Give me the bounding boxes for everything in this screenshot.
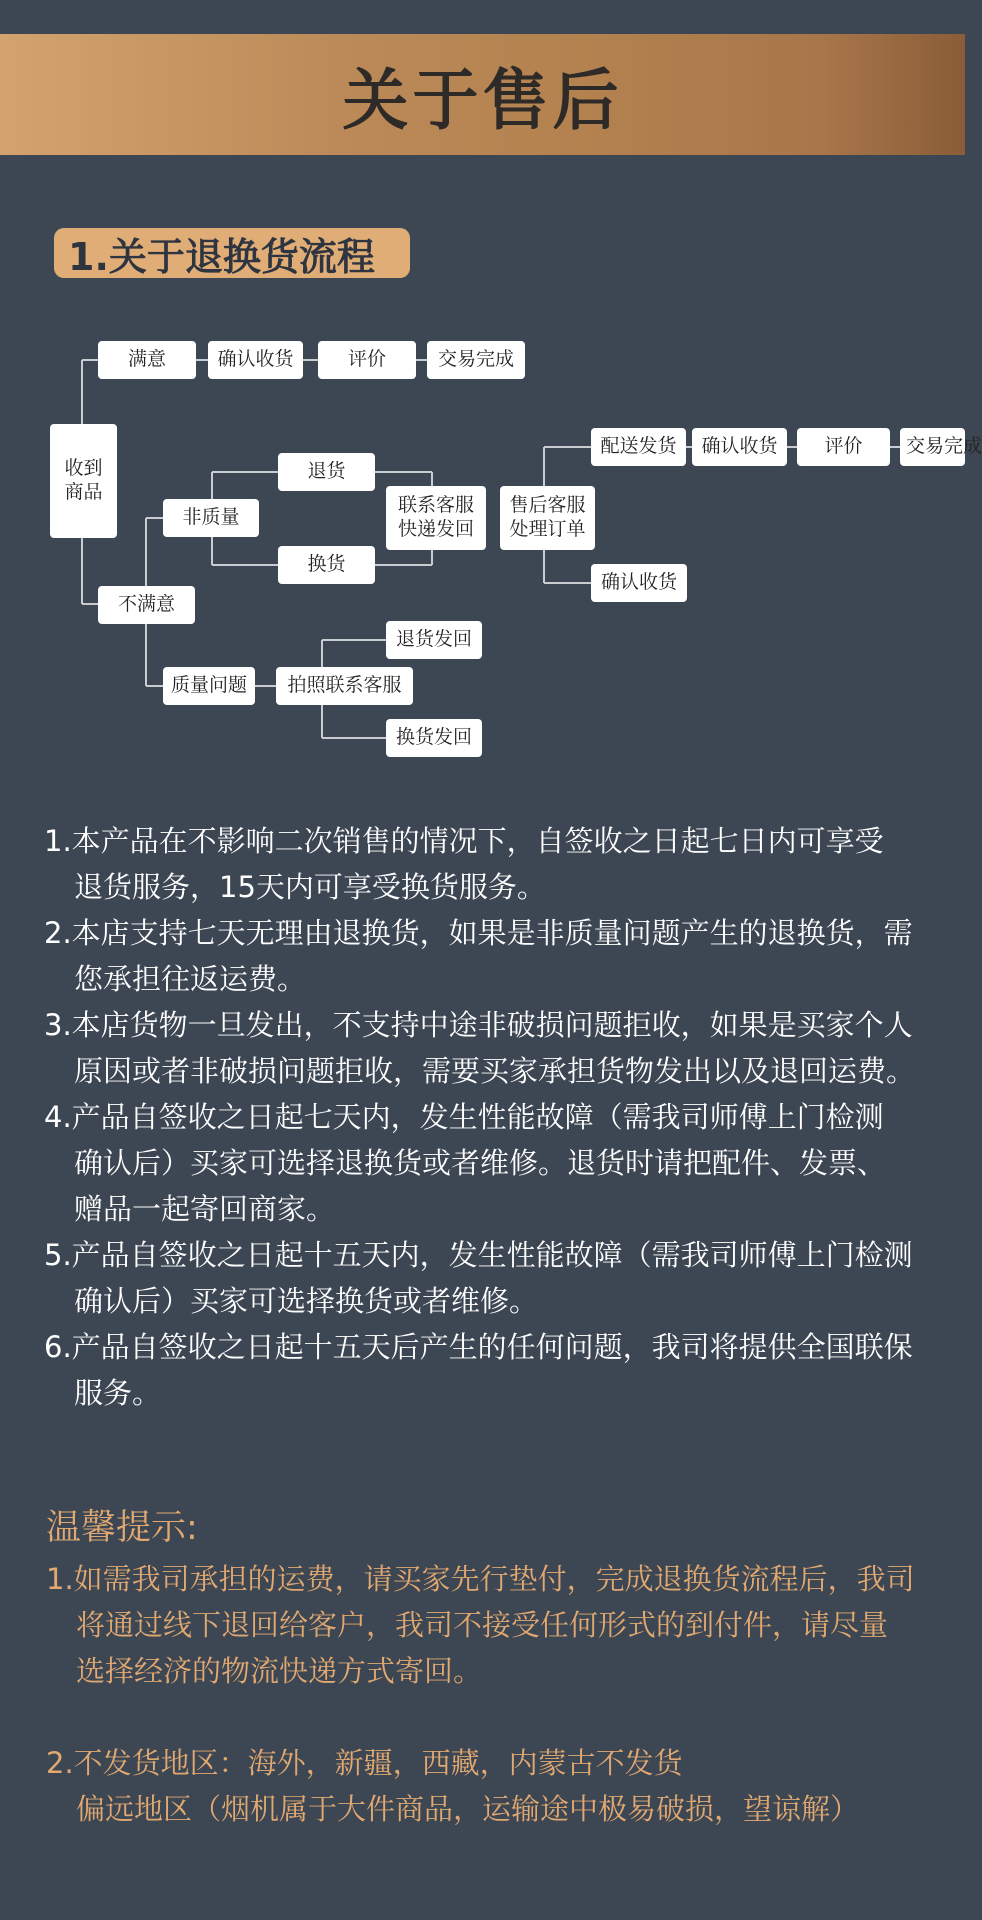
rule-line: 确认后）买家可选择退换货或者维修。退货时请把配件、发票、 <box>74 1146 887 1180</box>
page-header <box>0 34 965 155</box>
tip-item <box>46 1740 965 1832</box>
flow-node-review: 评价 <box>318 341 416 379</box>
rule-item <box>44 1232 965 1324</box>
rule-line: 您承担往返运费。 <box>74 962 307 996</box>
flow-node-unsatisfied: 不满意 <box>98 586 195 624</box>
tip-line: 2.不发货地区：海外，新疆，西藏，内蒙古不发货 <box>46 1746 683 1780</box>
tip-spacer <box>46 1694 965 1740</box>
rule-line: 5.产品自签收之日起十五天内，发生性能故障（需我司师傅上门检测 <box>44 1238 913 1272</box>
flow-node-return-ship-back: 退货发回 <box>386 621 482 659</box>
rule-line: 退货服务，15天内可享受换货服务。 <box>74 870 546 904</box>
rule-item <box>44 1324 965 1416</box>
flow-node-confirm-receipt: 确认收货 <box>208 341 303 379</box>
flow-node-review-2: 评价 <box>797 428 890 466</box>
tip-line: 选择经济的物流快递方式寄回。 <box>76 1654 483 1688</box>
flow-node-confirm-receipt-2: 确认收货 <box>692 428 787 466</box>
tips-list <box>46 1556 965 1832</box>
flow-node-exchange-ship-back: 换货发回 <box>386 719 482 757</box>
rule-line: 3.本店货物一旦发出，不支持中途非破损问题拒收，如果是买家个人 <box>44 1008 913 1042</box>
rule-item <box>44 910 965 1002</box>
rule-line: 原因或者非破损问题拒收，需要买家承担货物发出以及退回运费。 <box>74 1054 916 1088</box>
flow-node-photo-contact-service: 拍照联系客服 <box>276 667 413 705</box>
flow-node-received-goods: 收到商品 <box>50 424 117 538</box>
rule-line: 1.本产品在不影响二次销售的情况下，自签收之日起七日内可享受 <box>44 824 884 858</box>
flow-node-contact-service-ship-back: 联系客服快递发回 <box>386 486 486 550</box>
flow-node-delivery-ship: 配送发货 <box>591 428 686 466</box>
section-title-return-process: 1.关于退换货流程 <box>54 228 410 278</box>
rule-line: 2.本店支持七天无理由退换货，如果是非质量问题产生的退换货，需 <box>44 916 913 950</box>
flow-node-exchange: 换货 <box>278 546 375 584</box>
tips-title: 温馨提示: <box>46 1508 198 1548</box>
tip-line: 1.如需我司承担的运费，请买家先行垫付，完成退换货流程后，我司 <box>46 1562 915 1596</box>
rule-item <box>44 1094 965 1232</box>
tip-line: 偏远地区（烟机属于大件商品，运输途中极易破损，望谅解） <box>76 1792 860 1826</box>
after-sales-rules <box>44 818 965 1416</box>
rule-line: 服务。 <box>74 1376 162 1410</box>
tip-line: 将通过线下退回给客户，我司不接受任何形式的到付件，请尽量 <box>76 1608 889 1642</box>
flow-node-trade-complete: 交易完成 <box>427 341 525 379</box>
page-title: 关于售后 <box>342 62 623 139</box>
rule-line: 赠品一起寄回商家。 <box>74 1192 336 1226</box>
tip-item <box>46 1556 965 1694</box>
flow-node-quality-issue: 质量问题 <box>163 667 255 705</box>
flow-node-confirm-receipt-3: 确认收货 <box>591 564 687 602</box>
rule-line: 确认后）买家可选择换货或者维修。 <box>74 1284 539 1318</box>
flow-node-trade-complete-2: 交易完成 <box>900 428 965 466</box>
rule-line: 6.产品自签收之日起十五天后产生的任何问题，我司将提供全国联保 <box>44 1330 913 1364</box>
flow-node-satisfied: 满意 <box>98 341 196 379</box>
flow-node-not-quality: 非质量 <box>163 499 259 537</box>
rule-item <box>44 1002 965 1094</box>
flow-node-aftersale-process-order: 售后客服处理订单 <box>500 486 595 550</box>
rule-item <box>44 818 965 910</box>
flow-node-return: 退货 <box>278 453 375 491</box>
rule-line: 4.产品自签收之日起七天内，发生性能故障（需我司师傅上门检测 <box>44 1100 884 1134</box>
